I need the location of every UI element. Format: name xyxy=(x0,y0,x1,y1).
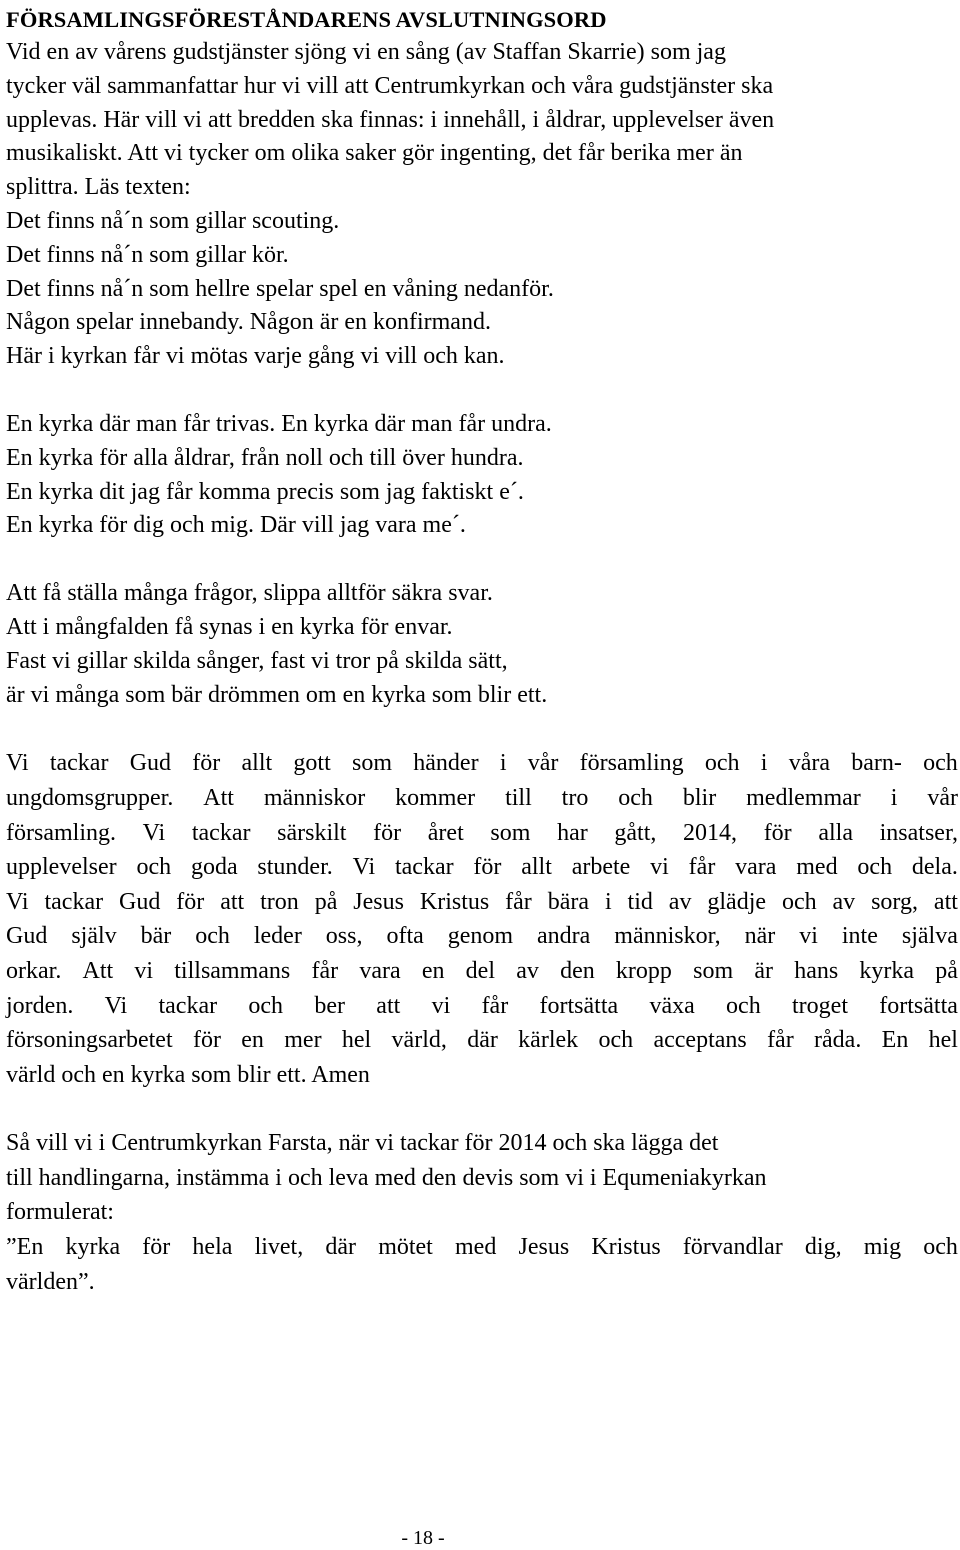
song-line: En kyrka för alla åldrar, från noll och till över hundra. xyxy=(6,444,524,471)
prayer-line: orkar. Att vi tillsammans får vara en del av den kropp som är hans kyrka på xyxy=(6,957,958,984)
intro-line: splittra. Läs texten: xyxy=(6,174,191,201)
spacer xyxy=(6,374,958,408)
song-stanza-2 xyxy=(6,408,958,543)
section-heading: FÖRSAMLINGSFÖRESTÅNDARENS AVSLUTNINGSORD xyxy=(6,7,607,32)
song-line: Att i mångfalden få synas i en kyrka för envar. xyxy=(6,613,453,640)
closing-line: formulerat: xyxy=(6,1199,114,1226)
motto-line: ”En kyrka för hela livet, där mötet med Jesus Kristus förvandlar dig, mig och xyxy=(6,1234,958,1261)
intro-line: musikaliskt. Att vi tycker om olika saker gör ingenting, det får berika mer än xyxy=(6,140,743,167)
prayer-line: Vi tackar Gud för allt gott som händer i vår församling och i våra barn- och xyxy=(6,750,958,777)
closing-line: till handlingarna, instämma i och leva med den devis som vi i Equmeniakyrkan xyxy=(6,1164,767,1191)
song-line: Här i kyrkan får vi mötas varje gång vi vill och kan. xyxy=(6,343,505,370)
prayer-line: församling. Vi tackar särskilt för året som har gått, 2014, för alla insatser, xyxy=(6,819,958,846)
closing-paragraph xyxy=(6,1126,958,1299)
prayer-line: Vi tackar Gud för att tron på Jesus Kristus får bära i tid av glädje och av sorg, att xyxy=(6,888,958,915)
spacer xyxy=(6,1092,958,1126)
song-line: Det finns nå´n som gillar kör. xyxy=(6,241,289,268)
song-line: En kyrka dit jag får komma precis som jag faktiskt e´. xyxy=(6,478,524,505)
song-line: Att få ställa många frågor, slippa alltför säkra svar. xyxy=(6,580,493,607)
song-line: Det finns nå´n som gillar scouting. xyxy=(6,207,340,234)
song-line: En kyrka där man får trivas. En kyrka där man får undra. xyxy=(6,410,552,437)
motto-line: världen”. xyxy=(6,1268,95,1295)
closing-line: Så vill vi i Centrumkyrkan Farsta, när vi tackar för 2014 och ska lägga det xyxy=(6,1130,719,1157)
intro-line: Vid en av vårens gudstjänster sjöng vi en sång (av Staffan Skarrie) som jag xyxy=(6,39,726,65)
song-line: Det finns nå´n som hellre spelar spel en våning nedanför. xyxy=(6,275,554,302)
document-page xyxy=(6,0,958,1549)
intro-line: tycker väl sammanfattar hur vi vill att Centrumkyrkan och våra gudstjänster ska xyxy=(6,72,774,99)
prayer-line: Gud själv bär och leder oss, ofta genom andra människor, när vi inte själva xyxy=(6,923,958,950)
song-line: Fast vi gillar skilda sånger, fast vi tror på skilda sätt, xyxy=(6,647,508,674)
prayer-line: jorden. Vi tackar och ber att vi får fortsätta växa och troget fortsätta xyxy=(6,992,958,1019)
song-line: Någon spelar innebandy. Någon är en konfirmand. xyxy=(6,309,491,336)
page-number: - 18 - xyxy=(401,1527,445,1549)
prayer-line: försoningsarbetet för en mer hel värld, där kärlek och acceptans får råda. En hel xyxy=(6,1027,958,1054)
prayer-line: upplevelser och goda stunder. Vi tackar för allt arbete vi får vara med och dela. xyxy=(6,854,958,881)
song-stanza-3 xyxy=(6,577,958,712)
prayer-paragraph xyxy=(6,746,958,1092)
prayer-line: ungdomsgrupper. Att människor kommer till tro och blir medlemmar i vår xyxy=(6,784,958,811)
intro-line: upplevas. Här vill vi att bredden ska finnas: i innehåll, i åldrar, upplevelser även xyxy=(6,106,775,133)
spacer xyxy=(6,543,958,577)
spacer xyxy=(6,712,958,746)
song-line: är vi många som bär drömmen om en kyrka som blir ett. xyxy=(6,681,548,708)
intro-paragraph xyxy=(6,36,958,205)
song-stanza-1 xyxy=(6,205,958,374)
song-line: En kyrka för dig och mig. Där vill jag vara me´. xyxy=(6,512,466,539)
prayer-line: värld och en kyrka som blir ett. Amen xyxy=(6,1061,370,1088)
